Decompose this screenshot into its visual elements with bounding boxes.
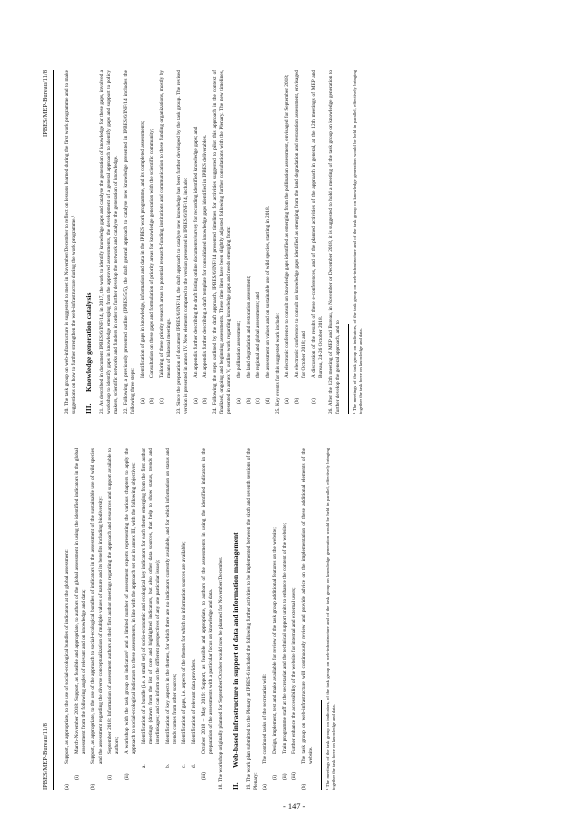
item-text: Tailoring of these priority research areas to potential research-funding institutions and communication to these funding organizations, mostly by means of bilateral meetings.: [159, 70, 173, 378]
item-label: d.: [191, 764, 198, 768]
item-label: a.: [140, 764, 147, 768]
item-text: A workshop with the task group on indicators¹ and a limited number of assessment experts representing the various chapters to apply the approach to social-ecological indicators to these assessments, in line with the approach set out in annex III, with the following objectives:: [124, 448, 138, 754]
item-text: Support, as appropriate, to the use of social-ecological bundles of indicators at the global assessment:: [64, 549, 70, 764]
list-item: [74, 448, 88, 790]
item-text: September 2018: Information of assessment authors at their first author meetings regarding the approach and resources and support available to authors;: [107, 448, 121, 754]
item-label: (b): [245, 397, 252, 404]
paragraph-19: 19. The work plan submitted to the Plenary at IPBES-6 included the following further activities to be implemented between the sixth and seventh sessions of the Plenary:: [245, 448, 259, 790]
header-rule: [53, 70, 54, 790]
item-label: (b): [294, 397, 301, 404]
list-item: [149, 70, 156, 414]
item-text: Identification of gaps in knowledge, information and data in the IPBES work programme, and its completed assessments;: [139, 120, 146, 378]
list-item: [193, 70, 200, 414]
list-item: [291, 448, 298, 790]
list-item: [202, 70, 209, 414]
item-text: the land degradation and restoration assessment;: [245, 275, 252, 378]
list-item: [236, 70, 243, 414]
item-text: the pollination assessment;: [235, 320, 242, 378]
item-text: Further enhance the accessibility of the website for internal and external users;: [291, 587, 298, 754]
paragraph-18: 18. The workshop originally planned for September/October would now be planned for November/December.: [217, 556, 224, 790]
section-number: III.: [84, 403, 94, 414]
item-text: March-November 2018: Support, as feasible and appropriate, to authors of the global assessment in using the identified indicators in the global assessment from the following angles of relevant and on knowledge and data;: [73, 448, 87, 754]
item-label: (iii): [291, 772, 298, 780]
list-item: [311, 70, 325, 414]
item-label: (ii): [281, 773, 288, 780]
item-label: b.: [164, 764, 171, 768]
item-text: Support, as appropriate, to the use of the approach to social-ecological bundles of indicators in the assessment of the sustainable use of wild species and the assessment regarding the diverse conceptualization of multiple values of nature and its benefits including biodiversity:: [90, 448, 104, 764]
list-item: [90, 448, 104, 790]
item-label: (b): [90, 783, 97, 790]
footnote: ¹ The meetings of the task group on indicators, of the task group on web-infrastructure and of the task group on knowledge generation would be held in parallel, effectively bringing together the task force on knowledge and data.: [351, 70, 363, 414]
list-item: [64, 448, 71, 790]
item-text: Identification of gaps, i.e. aspects of the themes for which no information sources are available;: [181, 541, 188, 744]
item-text: The task group on web-infrastructure will continuously review and provide advice on the implementation of these additional elements of the website.: [301, 448, 315, 764]
item-text: An appendix further describing the draft listing online documents/survey for recording identified knowledge gaps; and: [192, 126, 199, 378]
list-item: [284, 70, 291, 414]
item-label: (i): [107, 775, 114, 780]
rotated-page: [42, 70, 542, 790]
item-label: (iii): [200, 772, 207, 780]
indicator-items: [64, 448, 215, 790]
approach-steps: [140, 70, 174, 414]
item-text: Design, implement, test and make available for review of the task group additional features on the website;: [272, 527, 279, 754]
item-label: (c): [159, 398, 166, 404]
section-title: Knowledge generation catalysis: [84, 292, 94, 392]
list-item: [282, 448, 289, 790]
item-text: An electronic conference to consult on knowledge gaps identified as emerging from the pollination assessment, envisaged for September 2018;: [284, 74, 291, 378]
item-label: (ii): [124, 773, 131, 780]
item-label: (c): [255, 398, 262, 404]
item-text: the regional and global assessments; and: [255, 291, 262, 378]
list-item: [255, 70, 262, 414]
item-label: (b): [301, 783, 308, 790]
item-text: the assessment on values and on sustainable use of wild species, starting in 2018.: [265, 206, 272, 378]
item-label: (i): [272, 775, 279, 780]
item-label: (b): [202, 397, 209, 404]
left-column: [64, 448, 532, 790]
list-item: [159, 70, 173, 414]
new-elements-list: [193, 70, 210, 414]
list-item: [165, 448, 179, 790]
document-symbol-left: IPBES/MEP-Bureau/11/8: [42, 723, 49, 790]
footnote-rule: [321, 700, 322, 790]
list-item: [246, 70, 253, 414]
paragraph-23: 23. Since the preparation of document IPBES/6/INF/14, the draft approach to catalyse new knowledge has been further developed by the task group. The revised version is presented in annex IV. New elements compared to the version presented in IPBES/6/INF/14, include:: [175, 70, 190, 414]
section-heading-ii: [231, 448, 241, 790]
item-text: An appendix further describing a draft template for consolidated knowledge gaps identified in IPBES deliverables.: [202, 134, 209, 378]
footnote-rule: [348, 324, 349, 414]
key-events-list: [284, 70, 325, 414]
list-item: [191, 448, 198, 790]
item-label: c.: [181, 764, 188, 768]
item-text: The continued tasks of the secretariat will:: [262, 673, 269, 764]
list-item: [201, 448, 215, 790]
page-number: - 147 -: [283, 802, 306, 811]
item-text: An electronic conference to consult on knowledge gaps identified as emerging from the land degradation and restoration assessment, envisaged for October 2018; and: [294, 70, 308, 378]
list-item: [107, 448, 121, 790]
list-item: [141, 448, 162, 790]
item-label: (a): [284, 398, 291, 404]
item-text: October 2018 – May 2019: Support, as feasible and appropriate, to authors of the assessments in using the identified indicators in the preparation of the assessments with a particular focus on knowledge and data.: [200, 448, 214, 754]
footnote: ¹ The meetings of the task group on indicators, of the task group on web-infrastructure and of the task group on knowledge generation would be held in parallel, effectively bringing together the task force on knowledge and data.: [325, 448, 337, 790]
section-number: II.: [230, 782, 240, 790]
item-label: (b): [149, 397, 156, 404]
document-symbol-right: IPBES/MEP-Bureau/11/8: [42, 70, 49, 137]
list-item: [181, 448, 188, 790]
item-label: (a): [192, 398, 199, 404]
item-label: (c): [310, 398, 317, 404]
paragraph-20: 20. The task group on web-infrastructure is suggested to meet in November/December to reflect on lessons learned during the first work programme and to make suggestions on how to further strengthen the web-infrastructure during the work programme.¹: [64, 70, 78, 414]
list-item: [140, 70, 147, 414]
section-title: Web-based infrastructure in support of data and information management: [230, 532, 240, 768]
item-label: (a): [235, 398, 242, 404]
item-text: Train programme staff at the secretariat and the technical support units to enhance the content of the website;: [281, 522, 288, 754]
item-text: Identification of key aspects in the themes, for which there are no indicators currently available, and for which information on status and trends comes from other sources;: [164, 448, 178, 744]
item-label: (i): [73, 775, 80, 780]
web-infrastructure-items: [262, 448, 315, 790]
section-heading-iii: [84, 70, 94, 414]
item-label: (d): [265, 397, 272, 404]
list-item: [262, 448, 269, 790]
list-item: [294, 70, 308, 414]
list-item: [272, 448, 279, 790]
paragraph-22: 22. Following a previously presented outline (IPBES/5/5), the draft general approach to catalyse new knowledge presented in IPBES/6/INF/14 includes the following three steps:: [122, 70, 137, 414]
paragraph-25: 25. Key events for this suggested work include:: [274, 313, 281, 414]
list-item: [124, 448, 138, 790]
item-label: (a): [262, 784, 269, 790]
paragraph-24: 24. Following the steps outlined by the draft approach, IPBES/6/INF/14 presented timelines for activities suggested to pilot this approach in the context of finalized, ongoing and beginning assessments. These time lines have been slightly adjusted following further consultations with the Plenary. The new timelines, presented in annex V, outline work regarding knowledge gaps and needs emerging from:: [212, 70, 233, 414]
item-label: (a): [64, 784, 70, 790]
item-text: A discussion of the results of these e-conferences, and of the planned activities of the approach in general, at the 12th meetings of MEP and Bureau, 24-26 October 2018.: [310, 70, 324, 378]
list-item: [301, 448, 315, 790]
item-text: Consultation on these gaps and formulation of priority areas for knowledge generation with the scientific community;: [149, 128, 156, 378]
paragraph-21: 21. As described in document IPBES/6/INF/14, in 2017, the work to identify knowledge gaps and catalyse the generation of knowledge for these gaps, involved a workshop to identify gaps in knowledge emerging from the approved assessments, the development of a general approach to identify gaps and support to policy makers, scientific networks and funders in order to further develop the network and catalyse the generation of knowledge.: [99, 70, 120, 414]
assessment-list: [236, 70, 272, 414]
right-column: [64, 70, 532, 414]
item-text: Identification of a bundle (i.e. a small set) of socio-economic and ecological key indicators for each theme emerging from the first author meetings (drawn from the list of core and highlighted indicators, but also other data sources, that help to show status, trends and interlinkages; and can inform on the different perspectives of any one particular issue);: [140, 448, 161, 744]
paragraph-26: 26. After the 12th meeting of MEP and Bureau, in November or December 2018, it is suggested to hold a meeting of the task group on knowledge generation to further develop the general approach, and to: [327, 70, 341, 414]
list-item: [265, 70, 272, 414]
item-text: Identification of relevant data providers.: [191, 658, 198, 744]
item-label: (a): [139, 398, 146, 404]
